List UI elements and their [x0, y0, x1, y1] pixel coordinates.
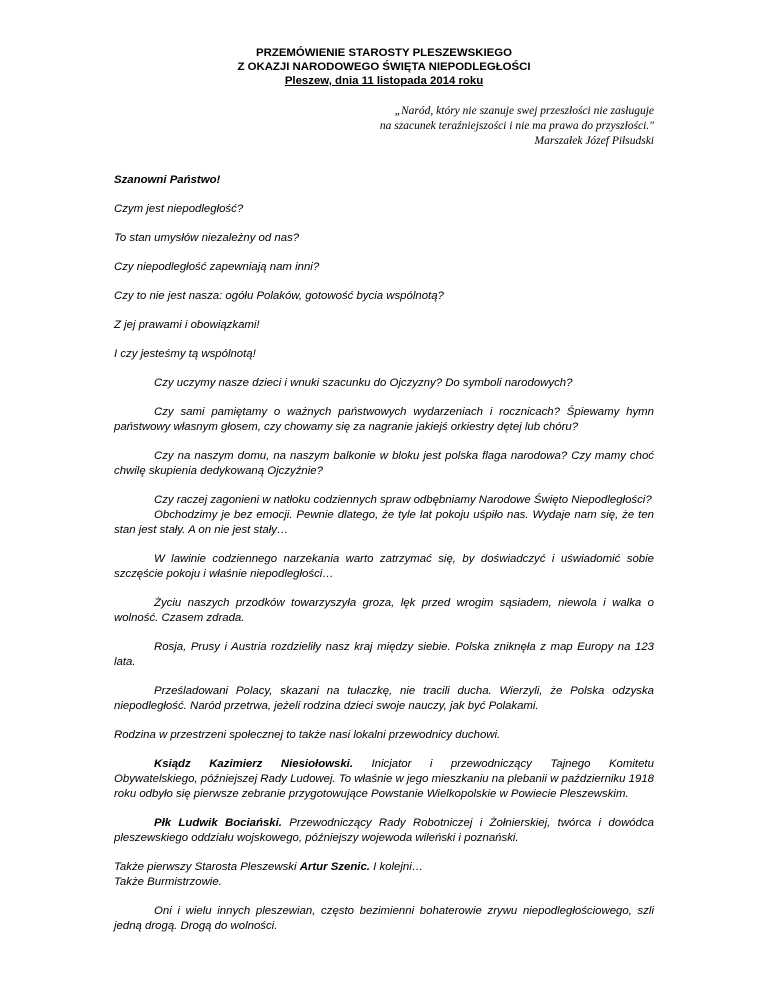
question-2: To stan umysłów niezależny od nas? — [114, 232, 300, 244]
paragraph-niesiolowski — [114, 757, 654, 802]
paragraph-10: Rodzina w przestrzeni społecznej to także nasi lokalni przewodnicy duchowi. — [114, 729, 501, 741]
paragraph-14: Oni i wielu innych pleszewian, często bezimienni bohaterowie zrywu niepodległościowego, szli jedną drogą. Drogą do wolności. — [114, 905, 654, 932]
motto-line2: na szacunek teraźniejszości i nie ma prawa do przyszłości." — [379, 120, 654, 132]
header-title-line2: Z OKAZJI NARODOWEGO ŚWIĘTA NIEPODLEGŁOŚCI — [237, 61, 531, 73]
question-4: Czy to nie jest nasza: ogółu Polaków, gotowość bycia wspólnotą? — [114, 290, 444, 302]
szenic-line2: Także Burmistrzowie. — [114, 876, 222, 888]
motto-quote — [114, 104, 654, 149]
szenic-name: Artur Szenic. — [299, 861, 370, 873]
word: przewodniczący — [450, 758, 532, 770]
word: i — [429, 758, 433, 770]
speech-body — [114, 173, 654, 934]
bocianski-text: Przewodniczący Rady Robotniczej i Żołnierskiej, twórca i dowódca pleszewskiego oddziału wojskowego, późniejszy wojewoda wileński i poznański. — [114, 817, 654, 844]
paragraph-6: W lawinie codziennego narzekania warto zatrzymać się, by doświadczyć i uświadomić sobie szczęście pokoju i właśnie niepodległości… — [114, 553, 654, 580]
szenic-text-a: Także pierwszy Starosta Pleszewski — [114, 861, 300, 873]
szenic-line1 — [114, 860, 654, 875]
word: Inicjator — [371, 758, 412, 770]
niesiolowski-first-line — [114, 757, 654, 772]
word: Kazimierz — [209, 758, 263, 770]
paragraph-3: Czy na naszym domu, na naszym balkonie w bloku jest polska flaga narodowa? Czy mamy choć chwilę skupienia dedykowaną Ojczyźnie? — [114, 450, 654, 477]
word: Komitetu — [608, 758, 654, 770]
document-header — [114, 46, 654, 88]
paragraph-bocianski — [114, 816, 654, 846]
motto-line1: „Naród, który nie szanuje swej przeszłości nie zasługuje — [394, 105, 654, 117]
paragraph-1: Czy uczymy nasze dzieci i wnuki szacunku do Ojczyzny? Do symboli narodowych? — [154, 377, 573, 389]
question-1: Czym jest niepodległość? — [114, 203, 244, 215]
szenic-text-b: I kolejni… — [369, 861, 424, 873]
header-title-line1: PRZEMÓWIENIE STAROSTY PLESZEWSKIEGO — [256, 47, 512, 59]
question-5: Z jej prawami i obowiązkami! — [114, 319, 260, 331]
paragraph-5: Obchodzimy je bez emocji. Pewnie dlatego, że tyle lat pokoju uśpiło nas. Wydaje nam się, że ten stan jest stały. A on nie jest stały… — [114, 509, 654, 536]
motto-author: Marszałek Józef Piłsudski — [534, 135, 654, 147]
question-6: I czy jesteśmy tą wspólnotą! — [114, 348, 256, 360]
greeting: Szanowni Państwo! — [114, 174, 221, 186]
paragraph-8: Rosja, Prusy i Austria rozdzieliły nasz kraj między siebie. Polska zniknęła z map Europy na 123 lata. — [114, 641, 654, 668]
paragraph-2: Czy sami pamiętamy o ważnych państwowych wydarzeniach i rocznicach? Śpiewamy hymn państwowy własnym głosem, czy chowamy się za nagranie jakiejś orkiestry dętej lub chóru? — [114, 406, 654, 433]
word: Niesiołowski. — [280, 758, 354, 770]
bocianski-name: Płk Ludwik Bociański. — [154, 817, 282, 829]
paragraph-9: Prześladowani Polacy, skazani na tułaczkę, nie tracili ducha. Wierzyli, że Polska odzyska niepodległość. Naród przetrwa, jeżeli rodzina dzieci swoje nauczy, jak być Polakami. — [114, 685, 654, 712]
word: Ksiądz — [154, 758, 191, 770]
question-3: Czy niepodległość zapewniają nam inni? — [114, 261, 320, 273]
paragraph-szenic — [114, 860, 654, 890]
paragraph-4: Czy raczej zagonieni w natłoku codziennych spraw odbębniamy Narodowe Święto Niepodległości? — [154, 494, 652, 506]
niesiolowski-rest: Obywatelskiego, późniejszej Rady Ludowej. To właśnie w jego mieszkaniu na plebanii w październiku 1918 roku odbyło się pierwsze zebranie przygotowujące Powstanie Wielkopolskie w Powiecie Pleszewskim. — [114, 773, 654, 800]
word: Tajnego — [550, 758, 591, 770]
header-date-line: Pleszew, dnia 11 listopada 2014 roku — [284, 75, 484, 87]
paragraph-7: Życiu naszych przodków towarzyszyła groza, lęk przed wrogim sąsiadem, niewola i walka o wolność. Czasem zdrada. — [114, 597, 654, 624]
